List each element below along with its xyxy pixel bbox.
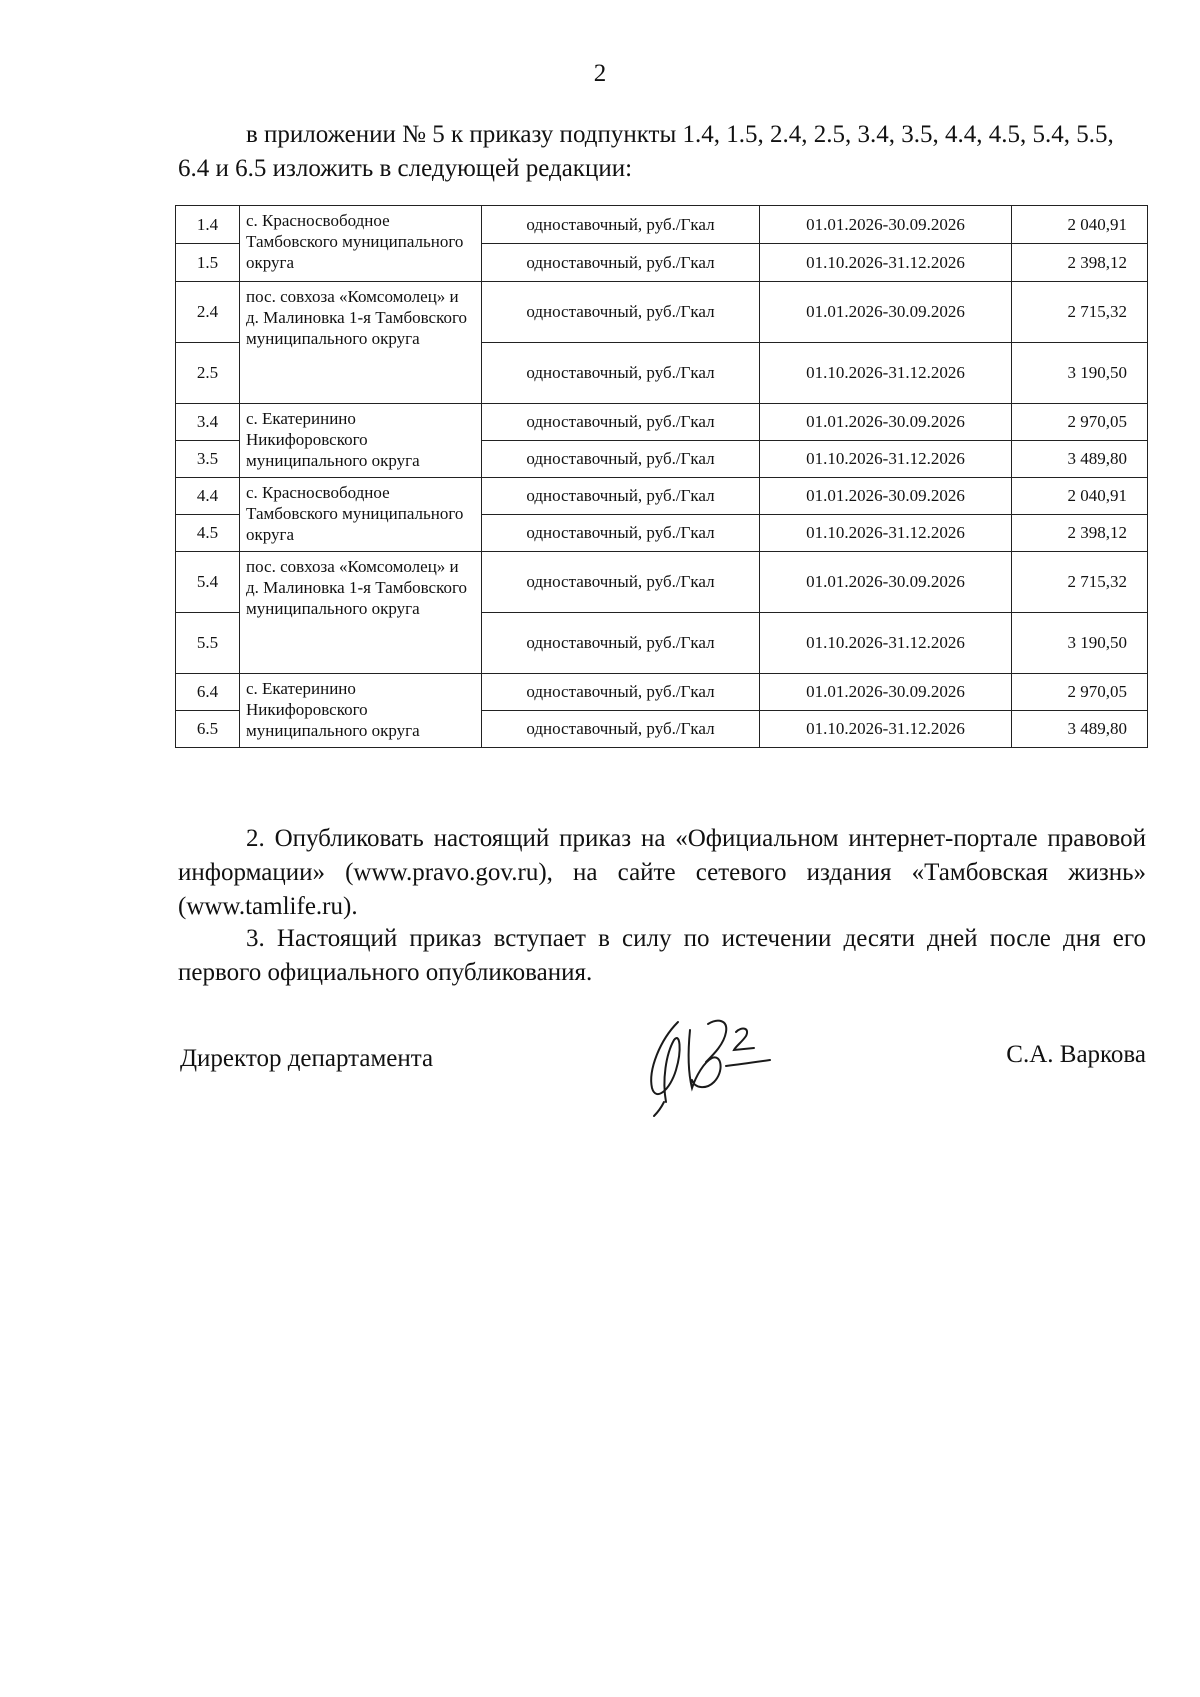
tariff-period: 01.10.2026-31.12.2026 (760, 711, 1012, 748)
location-cell: пос. совхоза «Комсомолец» и д. Малиновка 1-я Тамбовского муниципального округа (240, 552, 482, 674)
tariff-type: одноставочный, руб./Гкал (482, 674, 760, 711)
location-cell: с. Екатеринино Никифоровского муниципального округа (240, 674, 482, 748)
table-row (176, 404, 1148, 441)
tariff-value: 2 040,91 (1012, 206, 1148, 244)
tariff-period: 01.01.2026-30.09.2026 (760, 674, 1012, 711)
row-number: 3.5 (176, 441, 240, 478)
tariff-period: 01.10.2026-31.12.2026 (760, 613, 1012, 674)
paragraph-effective-text: 3. Настоящий приказ вступает в силу по истечении десяти дней после дня его первого официального опубликования. (178, 925, 1146, 986)
location-cell: с. Красносвободное Тамбовского муниципального округа (240, 478, 482, 552)
tariff-value: 2 715,32 (1012, 282, 1148, 343)
row-number: 3.4 (176, 404, 240, 441)
tariff-type: одноставочный, руб./Гкал (482, 206, 760, 244)
tariff-period: 01.10.2026-31.12.2026 (760, 515, 1012, 552)
tariff-type: одноставочный, руб./Гкал (482, 515, 760, 552)
table-row (176, 552, 1148, 613)
location-cell: пос. совхоза «Комсомолец» и д. Малиновка 1-я Тамбовского муниципального округа (240, 282, 482, 404)
tariff-table (175, 205, 1148, 748)
tariff-type: одноставочный, руб./Гкал (482, 441, 760, 478)
row-number: 2.4 (176, 282, 240, 343)
page-number: 2 (593, 60, 607, 87)
tariff-type: одноставочный, руб./Гкал (482, 711, 760, 748)
row-number: 4.5 (176, 515, 240, 552)
tariff-period: 01.01.2026-30.09.2026 (760, 404, 1012, 441)
tariff-value: 3 190,50 (1012, 343, 1148, 404)
signatory-title: Директор департамента (180, 1045, 434, 1072)
intro-paragraph (178, 118, 1146, 186)
tariff-type: одноставочный, руб./Гкал (482, 244, 760, 282)
location-cell: с. Екатеринино Никифоровского муниципального округа (240, 404, 482, 478)
row-number: 1.4 (176, 206, 240, 244)
row-number: 6.4 (176, 674, 240, 711)
paragraph-publish-text: 2. Опубликовать настоящий приказ на «Официальном интернет-портале правовой информации» (www.pravo.gov.ru), на сайте сетевого издания «Тамбовская жизнь» (www.tamlife.ru). (178, 825, 1146, 920)
tariff-period: 01.10.2026-31.12.2026 (760, 343, 1012, 404)
tariff-type: одноставочный, руб./Гкал (482, 552, 760, 613)
tariff-period: 01.10.2026-31.12.2026 (760, 244, 1012, 282)
tariff-value: 3 489,80 (1012, 441, 1148, 478)
row-number: 2.5 (176, 343, 240, 404)
table-row (176, 674, 1148, 711)
tariff-value: 2 715,32 (1012, 552, 1148, 613)
row-number: 1.5 (176, 244, 240, 282)
table-row (176, 282, 1148, 343)
table-row (176, 206, 1148, 244)
tariff-type: одноставочный, руб./Гкал (482, 404, 760, 441)
tariff-value: 2 970,05 (1012, 674, 1148, 711)
tariff-type: одноставочный, руб./Гкал (482, 282, 760, 343)
tariff-period: 01.10.2026-31.12.2026 (760, 441, 1012, 478)
row-number: 5.4 (176, 552, 240, 613)
tariff-value: 2 398,12 (1012, 515, 1148, 552)
tariff-period: 01.01.2026-30.09.2026 (760, 206, 1012, 244)
table-row (176, 478, 1148, 515)
intro-text: в приложении № 5 к приказу подпункты 1.4, 1.5, 2.4, 2.5, 3.4, 3.5, 4.4, 4.5, 5.4, 5.5, 6.4 и 6.5 изложить в следующей редакции: (178, 121, 1114, 182)
location-cell: с. Красносвободное Тамбовского муниципального округа (240, 206, 482, 282)
row-number: 6.5 (176, 711, 240, 748)
tariff-period: 01.01.2026-30.09.2026 (760, 282, 1012, 343)
row-number: 5.5 (176, 613, 240, 674)
tariff-period: 01.01.2026-30.09.2026 (760, 478, 1012, 515)
tariff-value: 2 398,12 (1012, 244, 1148, 282)
tariff-type: одноставочный, руб./Гкал (482, 613, 760, 674)
tariff-value: 3 190,50 (1012, 613, 1148, 674)
paragraph-effective (178, 922, 1146, 990)
signatory-name: С.А. Варкова (1006, 1041, 1146, 1068)
handwritten-signature (630, 1010, 790, 1120)
tariff-type: одноставочный, руб./Гкал (482, 343, 760, 404)
paragraph-publish (178, 822, 1146, 924)
tariff-type: одноставочный, руб./Гкал (482, 478, 760, 515)
tariff-value: 2 970,05 (1012, 404, 1148, 441)
row-number: 4.4 (176, 478, 240, 515)
tariff-value: 2 040,91 (1012, 478, 1148, 515)
tariff-period: 01.01.2026-30.09.2026 (760, 552, 1012, 613)
tariff-value: 3 489,80 (1012, 711, 1148, 748)
